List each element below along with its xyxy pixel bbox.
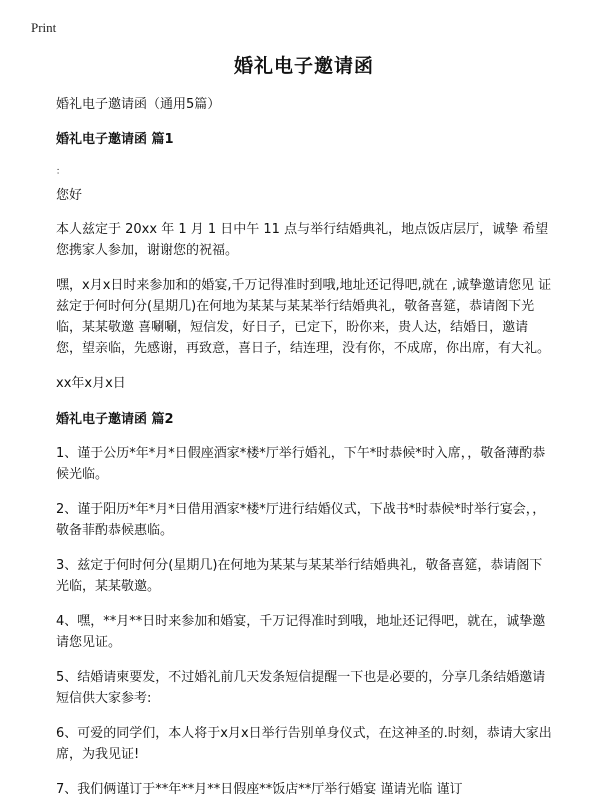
- list-item: 7、我们俩谨订于**年**月**日假座**饭店**厅举行婚宴 谨请光临 谨订: [56, 782, 463, 797]
- list-item: 1、谨于公历*年*月*日假座酒家*楼*厅举行婚礼，下午*时恭候*时入席，，敬备薄酌恭候光临。: [56, 446, 546, 482]
- greeting: 您好: [56, 188, 83, 203]
- list-item: 3、兹定于何时何分(星期几)在何地为某某与某某举行结婚典礼，敬备喜筵，恭请阁下光临，某某敬邀。: [56, 558, 543, 594]
- print-link[interactable]: Print: [31, 20, 57, 35]
- section-2-heading: 婚礼电子邀请函 篇2: [56, 412, 174, 427]
- list-item: 2、谨于阳历*年*月*日借用酒家*楼*厅进行结婚仪式，下战书*时恭候*时举行宴会，，敬备菲酌恭候惠临。: [56, 502, 546, 538]
- list-item: 4、嘿，**月**日时来参加和婚宴，千万记得准时到哦，地址还记得吧，就在，诚挚邀请您见证。: [56, 614, 546, 650]
- signature-date: xx年x月x日: [56, 376, 126, 391]
- list-item: 5、结婚请柬要发，不过婚礼前几天发条短信提醒一下也是必要的，分享几条结婚邀请短信供大家参考:: [56, 670, 546, 706]
- document-body: [56, 52, 552, 800]
- paragraph: 嘿，x月x日时来参加和的婚宴,千万记得准时到哦,地址还记得吧,就在 ,诚挚邀请您见 证 兹定于何时何分(星期几)在何地为某某与某某举行结婚典礼，敬备喜筵，恭请阁下光临，某某敬邀 喜唰唰，短信发，好日子，已定下，盼你来，贵人达，结婚日，邀请您，望亲临，先感谢，再致意，喜日子，结连理，没有你，不成席，你出席，有大礼。: [56, 278, 552, 356]
- section-1-heading: 婚礼电子邀请函 篇1: [56, 132, 174, 147]
- section-1-marker: ：: [56, 167, 66, 177]
- document-title: 婚礼电子邀请函: [233, 55, 374, 77]
- list-item: 6、可爱的同学们，本人将于x月x日举行告别单身仪式，在这神圣的.时刻，恭请大家出席，为我见证!: [56, 726, 552, 762]
- document-subtitle: 婚礼电子邀请函（通用5篇）: [56, 97, 221, 112]
- paragraph: 本人兹定于 20xx 年 1 月 1 日中午 11 点与举行结婚典礼，地点饭店层厅，诚挚 希望您携家人参加，谢谢您的祝福。: [56, 222, 549, 258]
